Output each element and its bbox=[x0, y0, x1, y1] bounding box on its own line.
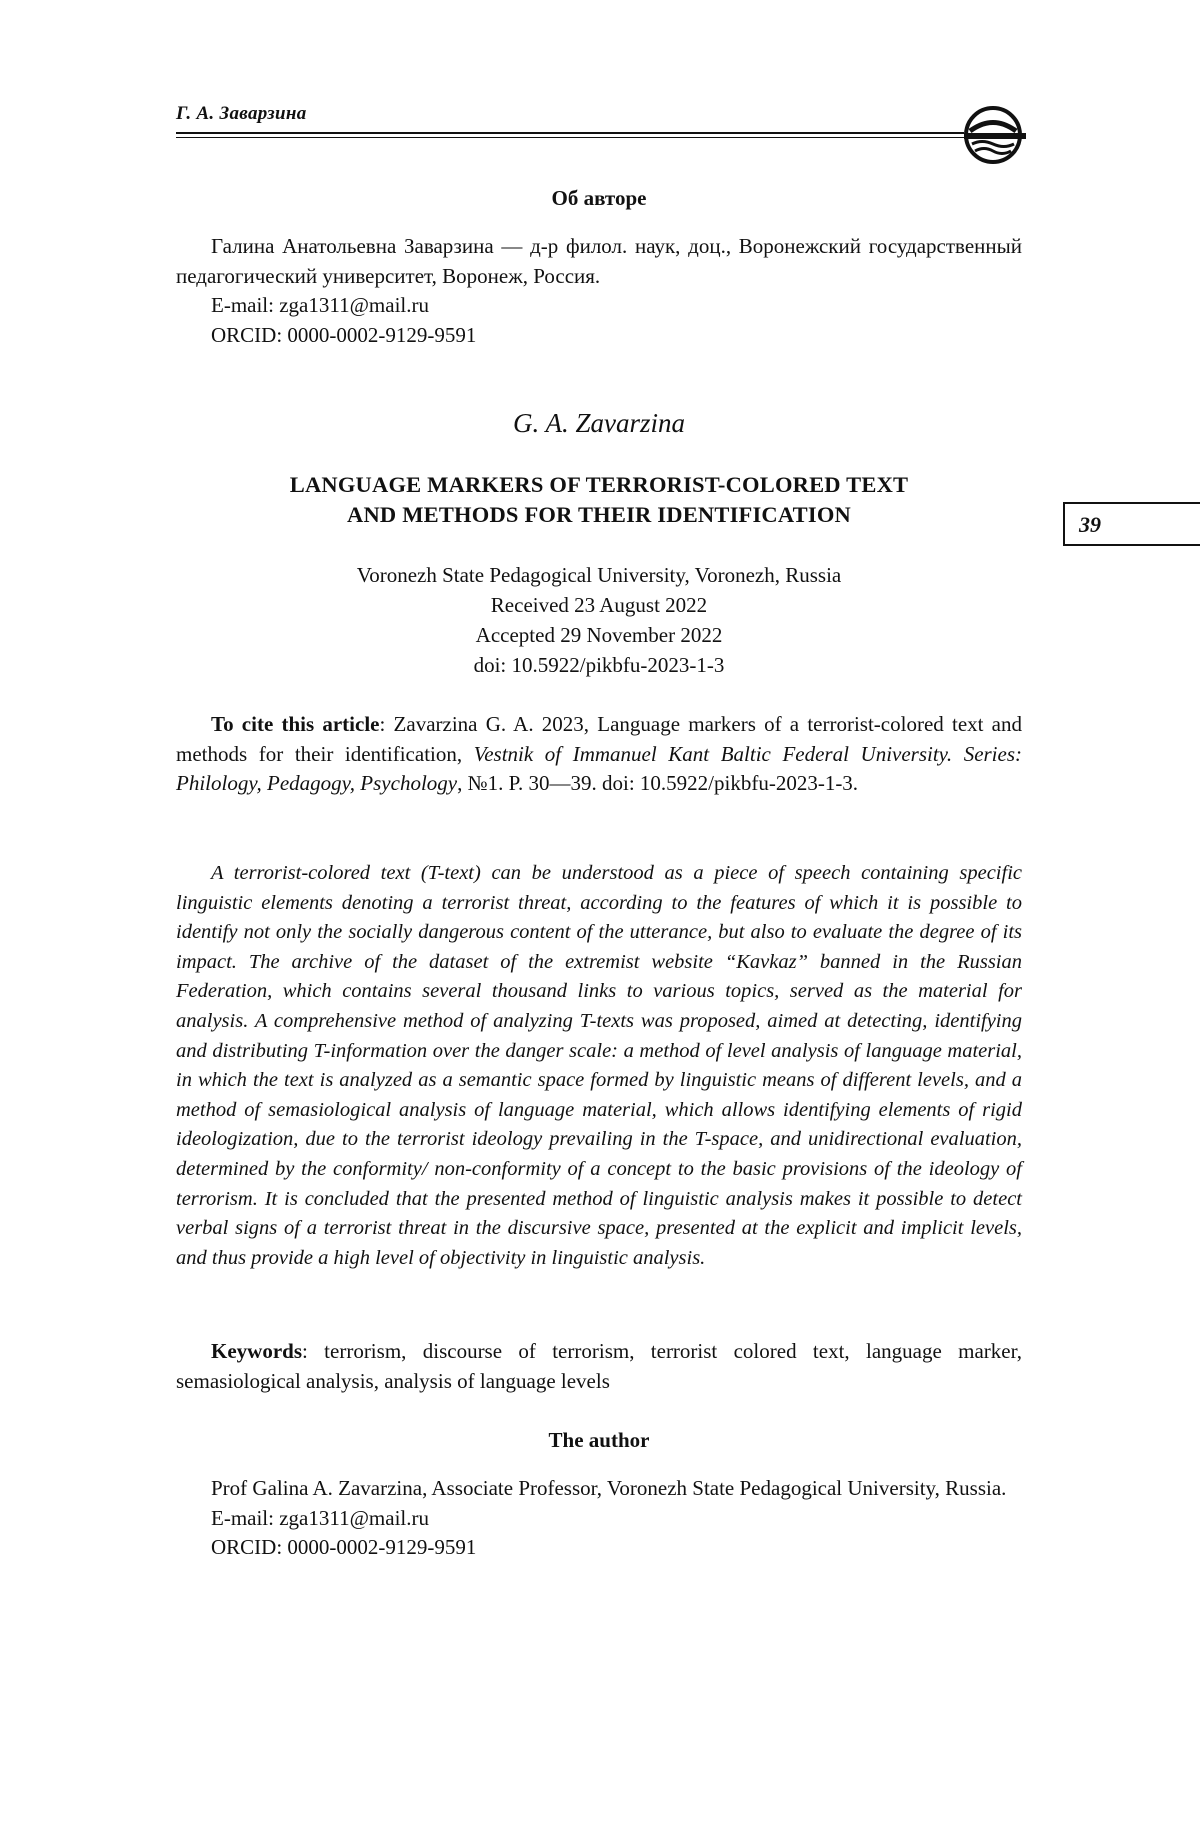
page-number-box bbox=[1063, 502, 1200, 546]
article-title bbox=[176, 470, 1022, 530]
abstract-text: A terrorist-colored text (T-text) can be understood as a piece of speech containing specific linguistic elements denoting a terrorist threat, according to the features of which it is possible to identify not only the socially dangerous content of the utterance, but also to evaluate the degree of its impact. The archive of the dataset of the extremist website “Kavkaz” banned in the Russian Federation, which contains several thousand links to various topics, served as the material for analysis. A comprehensive method of analyzing T-texts was proposed, aimed at detecting, identifying and distributing T-information over the danger scale: a method of level analysis of language material, in which the text is analyzed as a semantic space formed by linguistic means of different levels, and a method of semasiological analysis of language material, which allows identifying elements of rigid ideologization, due to the terrorist ideology prevailing in the T-space, and unidirectional evaluation, determined by the conformity/ non-conformity of a concept to the basic provisions of the ideology of terrorism. It is concluded that the presented method of linguistic analysis makes it possible to detect verbal signs of a terrorist threat in the discursive space, presented at the explicit and implicit levels, and thus provide a high level of objectivity in linguistic analysis. bbox=[176, 862, 1022, 1269]
article-received: Received 23 August 2022 bbox=[490, 593, 708, 617]
journal-logo-icon bbox=[962, 104, 1028, 166]
keywords-block bbox=[176, 1337, 1022, 1396]
about-author-en-email: E-mail: zga1311@mail.ru bbox=[211, 1505, 429, 1530]
keywords-label: Keywords bbox=[211, 1339, 302, 1363]
about-author-ru-orcid: ORCID: 0000-0002-9129-9591 bbox=[211, 322, 477, 347]
citation-label: To cite this article bbox=[211, 712, 380, 736]
page-number: 39 bbox=[1079, 512, 1101, 537]
running-header-author: Г. А. Заварзина bbox=[176, 103, 307, 124]
keywords-paragraph bbox=[176, 1337, 1022, 1396]
citation-text-2: , №1. P. 30—39. doi: 10.5922/pikbfu-2023-1-3. bbox=[457, 771, 859, 795]
about-author-ru-bio: Галина Анатольевна Заварзина — д-р филол. наук, доц., Воронежский государственный педагогический университет, Воронеж, Россия. bbox=[176, 234, 1022, 288]
about-author-en-bio: Prof Galina A. Zavarzina, Associate Professor, Voronezh State Pedagogical University, Russia. bbox=[211, 1476, 1007, 1500]
article-author: G. A. Zavarzina bbox=[512, 408, 686, 438]
about-author-ru-email: E-mail: zga1311@mail.ru bbox=[211, 293, 429, 317]
article-title-line-1: LANGUAGE MARKERS OF TERRORIST-COLORED TEXT bbox=[289, 472, 909, 497]
citation-text-1: : Zavarzina G. A. 2023, Language markers of a terrorist-colored text and methods for their identification, bbox=[176, 712, 1023, 766]
citation-paragraph bbox=[176, 710, 1022, 799]
citation-journal: Vestnik of Immanuel Kant Baltic Federal University. Series: Philology, Pedagogy, Psychology bbox=[176, 741, 1023, 795]
abstract-block bbox=[176, 859, 1022, 1273]
article-doi: doi: 10.5922/pikbfu-2023-1-3 bbox=[473, 653, 725, 677]
header-rule-thin bbox=[176, 137, 964, 138]
article-affiliation: Voronezh State Pedagogical University, Voronezh, Russia bbox=[356, 563, 842, 587]
keywords-text: : terrorism, discourse of terrorism, terrorist colored text, language marker, semasiological analysis, analysis of language levels bbox=[176, 1339, 1022, 1393]
about-author-ru-body bbox=[176, 232, 1022, 350]
about-author-en-orcid: ORCID: 0000-0002-9129-9591 bbox=[211, 1535, 477, 1559]
article-accepted: Accepted 29 November 2022 bbox=[475, 623, 723, 647]
citation-block bbox=[176, 710, 1022, 799]
about-author-ru-heading: Об авторе bbox=[551, 186, 647, 210]
about-author-en-heading: The author bbox=[548, 1428, 650, 1452]
about-author-en-body bbox=[176, 1474, 1022, 1563]
article-meta bbox=[176, 560, 1022, 680]
article-title-line-2: AND METHODS FOR THEIR IDENTIFICATION bbox=[347, 502, 851, 527]
header-rule bbox=[176, 132, 964, 134]
